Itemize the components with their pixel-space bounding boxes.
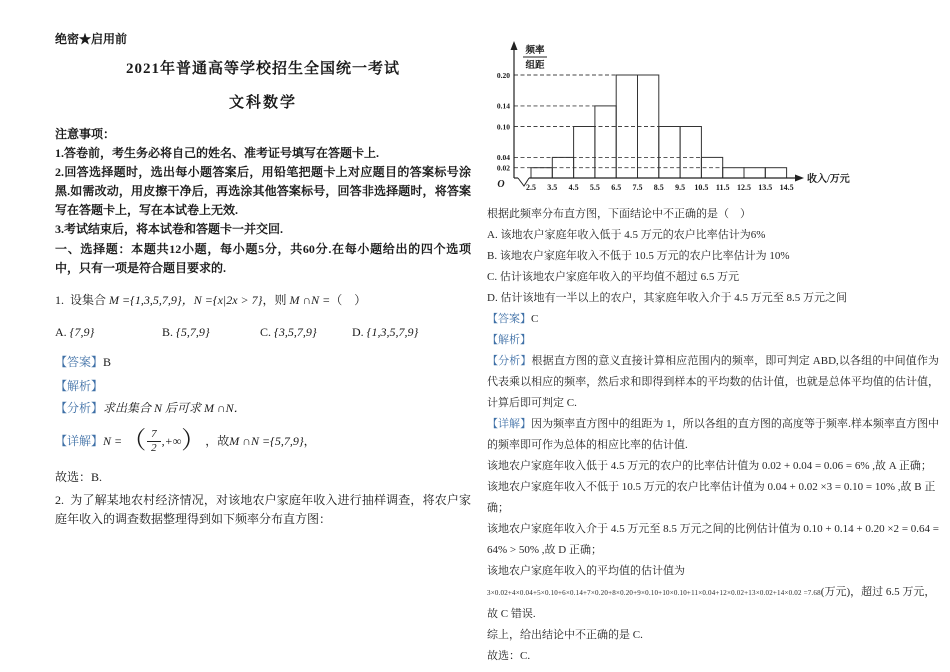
detail-text-q2: 因为频率直方图中的组距为 1，所以各组的直方图的高度等于频率.样本频率直方图中的频率即可作为总体的相应比率的估计值.: [487, 418, 940, 451]
svg-text:收入/万元: 收入/万元: [807, 174, 850, 185]
final-choice-q1: 故选：B.: [55, 470, 103, 484]
solution-detail-q1: [55, 422, 471, 460]
fenxi-label-q2: 【分析】: [487, 355, 532, 367]
mean-formula: 3×0.02+4×0.04+5×0.10+6×0.14+7×0.20+8×0.20+9×0.10+10×0.10+11×0.04+12×0.02+13×0.02+14×0.02 =7.68: [487, 589, 821, 597]
detail-result: M ∩N ={5,7,9}: [229, 433, 304, 448]
mean-tail: (万元)，超过 6.5 万元，故 C 错误.: [487, 586, 936, 620]
question-2-number: 2.: [55, 493, 64, 507]
answer-value-q1: B: [103, 355, 112, 369]
svg-text:O: O: [497, 179, 505, 190]
option-a-value: {7,9}: [69, 325, 95, 339]
option-a: [55, 323, 162, 342]
mean-intro: 该地农户家庭年收入的平均值的估计值为: [487, 565, 685, 577]
svg-text:4.5: 4.5: [568, 183, 579, 192]
ratio-paragraph-a: 该地农户家庭年收入低于 4.5 万元的农户的比率估计值为 0.02 + 0.04 = 0.06 = 6% ,故 A 正确；: [487, 460, 932, 472]
q2-option-d: D. 估计该地有一半以上的农户，其家庭年收入介于 4.5 万元至 8.5 万元之间: [487, 292, 847, 304]
question-1-math-sets: M ={1,3,5,7,9}，N ={x|2x > 7}: [109, 293, 263, 307]
question-2-prompt: 根据此频率分布直方图，下面结论中不正确的是（ ）: [487, 208, 751, 220]
svg-text:频率: 频率: [525, 46, 545, 56]
svg-text:5.5: 5.5: [589, 183, 600, 192]
svg-text:0.02: 0.02: [496, 163, 510, 173]
q2-option-b: B. 该地农户家庭年收入不低于 10.5 万元的农户比率估计为 10%: [487, 250, 790, 262]
question-1-math-intersection: M ∩N =: [289, 293, 331, 307]
option-d: [352, 323, 471, 342]
svg-text:3.5: 3.5: [547, 183, 558, 192]
solution-detail-q2: [487, 414, 939, 456]
svg-text:8.5: 8.5: [653, 183, 664, 192]
svg-text:0.14: 0.14: [496, 101, 510, 111]
close-paren: ）: [181, 428, 206, 454]
option-c-label: C.: [260, 325, 272, 339]
final-choice-q2: 故选：C.: [487, 650, 531, 662]
svg-text:组距: 组距: [525, 61, 545, 71]
detail-post: ,+∞: [161, 433, 182, 448]
mean-calculation: [487, 582, 939, 625]
question-1-options: [55, 323, 471, 342]
analysis-brief-q2: [487, 351, 939, 414]
detail-pre: N =: [103, 433, 123, 448]
option-c: [260, 323, 352, 342]
svg-text:0.04: 0.04: [496, 153, 510, 163]
question-1-lead: 设集合: [70, 293, 107, 307]
option-b-label: B.: [162, 325, 174, 339]
summary-line: 综上，给出结论中不正确的是 C.: [487, 629, 643, 641]
ratio-paragraph-b: 该地农户家庭年收入不低于 10.5 万元的农户比率估计值为 0.04 + 0.02 ×3 = 0.10 = 10% ,故 B 正确；: [487, 481, 936, 514]
fenxi-text-q2: 根据直方图的意义直接计算相应范围内的频率，即可判定 ABD,以各组的中间值作为代表乘以相应的频率，然后求和即得到样本的平均数的估计值，也就是总体平均值的估计值，计算后即可判定 C.: [487, 355, 939, 409]
svg-text:10.5: 10.5: [694, 183, 709, 192]
svg-text:13.5: 13.5: [758, 183, 773, 192]
answer-label-q1: 【答案】: [55, 355, 104, 369]
option-b: [162, 323, 260, 342]
ratio-paragraph-d: 该地农户家庭年收入介于 4.5 万元至 8.5 万元之间的比例估计值为 0.10 + 0.14 + 0.20 ×2 = 0.64 = 64% > 50% ,故 D 正确；: [487, 523, 939, 556]
svg-text:12.5: 12.5: [737, 183, 751, 192]
svg-text:6.5: 6.5: [611, 183, 622, 192]
svg-text:9.5: 9.5: [675, 183, 686, 192]
exam-subject: 文科数学: [228, 95, 297, 111]
fenxi-text-q1: 求出集合 N 后可求 M ∩N．: [103, 401, 246, 415]
section-one-heading: 一、选择题：本题共12小题，每小题5分，共60分.在每小题给出的四个选项中，只有一项是符合题目要求的.: [55, 242, 471, 275]
q2-option-a: A. 该地农户家庭年收入低于 4.5 万元的农户比率估计为6%: [487, 229, 766, 241]
analysis-label-q1: 【解析】: [55, 379, 104, 393]
analysis-label-q2: 【解析】: [487, 334, 531, 346]
question-2-stem: [55, 491, 471, 529]
question-1-number: 1.: [55, 293, 64, 307]
analysis-heading-q1: [55, 377, 471, 396]
svg-text:11.5: 11.5: [715, 183, 730, 192]
notice-item-2: 2.回答选择题时，选出每小题答案后，用铅笔把题卡上对应题目的答案标号涂黑.如需改动，用皮擦干净后，再选涂其他答案标号，回答非选择题时，将答案写在答题卡上，写在本试卷上无效.: [55, 165, 471, 217]
detail-mid: ，故: [205, 433, 230, 448]
option-d-value: {1,3,5,7,9}: [366, 325, 419, 339]
detail-label-q1: 【详解】: [55, 433, 104, 448]
notice-item-3: 3.考试结束后，将本试卷和答题卡一并交回.: [55, 222, 284, 236]
open-paren: （: [122, 428, 147, 454]
fraction-numerator: 7: [147, 428, 161, 441]
option-d-label: D.: [352, 325, 364, 339]
fenxi-label-q1: 【分析】: [55, 401, 104, 415]
left-column: [55, 30, 471, 529]
svg-text:14.5: 14.5: [779, 183, 794, 192]
option-a-label: A.: [55, 325, 67, 339]
svg-text:0.10: 0.10: [496, 122, 510, 132]
svg-text:7.5: 7.5: [632, 183, 643, 192]
question-1-stem: [55, 291, 471, 310]
answer-line-q1: [55, 353, 471, 372]
question-1-mid: ，则: [262, 293, 287, 307]
frequency-histogram: [487, 38, 867, 196]
detail-tail: ，: [303, 433, 316, 448]
question-2-text: 为了解某地农村经济情况，对该地农户家庭年收入进行抽样调查，将农户家庭年收入的调查数据整理得到如下频率分布直方图：: [55, 493, 471, 526]
analysis-brief-q1: [55, 399, 471, 418]
fraction-seven-halves: [147, 428, 161, 453]
answer-label-q2: 【答案】: [487, 313, 531, 325]
right-column: [487, 38, 939, 667]
answer-line-q2: [487, 309, 939, 330]
analysis-heading-q2: [487, 330, 939, 351]
question-1-paren: （ ）: [330, 293, 367, 307]
exam-title: 2021年普通高等学校招生全国统一考试: [125, 61, 400, 77]
svg-text:2.5: 2.5: [526, 183, 536, 192]
classification-banner: 绝密★启用前: [55, 32, 128, 46]
svg-text:0.20: 0.20: [496, 70, 510, 80]
detail-label-q2: 【详解】: [487, 418, 532, 430]
option-c-value: {3,5,7,9}: [274, 325, 317, 339]
notice-item-1: 1.答卷前，考生务必将自己的姓名、准考证号填写在答题卡上.: [55, 146, 380, 160]
fraction-denominator: 2: [151, 441, 157, 454]
option-b-value: {5,7,9}: [176, 325, 210, 339]
q2-option-c: C. 估计该地农户家庭年收入的平均值不超过 6.5 万元: [487, 271, 740, 283]
answer-value-q2: C: [531, 313, 539, 325]
notice-heading: 注意事项：: [55, 127, 116, 141]
